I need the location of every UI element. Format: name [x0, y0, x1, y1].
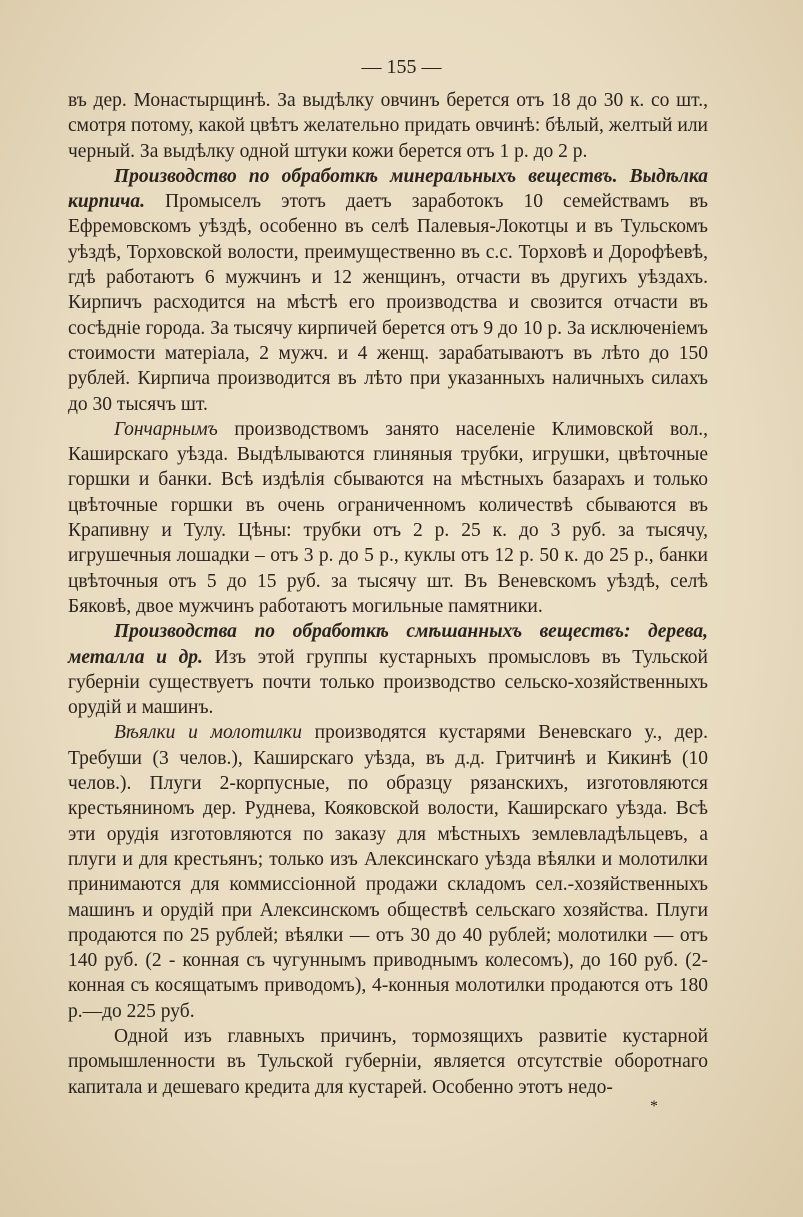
page-number: — 155 — — [361, 56, 442, 78]
paragraph-1 — [68, 88, 708, 164]
paragraph-4-text: Изъ этой группы кустарныхъ промысловъ въ Тульской губерніи существуетъ почти только производство сельско-хозяйственныхъ орудій и машинъ. — [68, 646, 708, 719]
paragraph-5-text: производятся кустарями Веневскаго у., дер. Требуши (3 челов.), Каширскаго уѣзда, въ д.д. Гритчинѣ и Кикинѣ (10 челов.). Плуги 2-корпусные, по образцу рязанскихъ, изготовляются крестьяниномъ дер. Руднева, Кояковской волости, Каширскаго уѣзда. Всѣ эти орудія изготовляются по заказу для мѣстныхъ землевладѣльцевъ, а плуги и для крестьянъ; только изъ Алексинскаго уѣзда вѣялки и молотилки принимаются для коммиссіонной продажи складомъ сел.-хозяйственныхъ машинъ и орудій при Алексинскомъ обществѣ сельскаго хозяйства. Плуги продаются по 25 рублей; вѣялки — отъ 30 до 40 рублей; молотилки — отъ 140 руб. (2 - конная съ чугуннымъ приводнымъ колесомъ), до 160 руб. (2-конная съ косящатымъ приводомъ), 4-конныя молотилки продаются отъ 180 р.—до 225 руб. — [68, 722, 709, 1022]
emphasis-pottery: Гончарнымъ — [114, 418, 218, 440]
paragraph-2-text: Промыселъ этотъ даетъ заработокъ 10 семействамъ въ Ефремовскомъ уѣздѣ, особенно въ селѣ Палевыя-Локотцы и въ Тульскомъ уѣздѣ, Торховской волости, преимущественно въ с.с. Торховѣ и Дорофѣевѣ, гдѣ работаютъ 6 мужчинъ и 12 женщинъ, отчасти въ другихъ уѣздахъ. Кирпичъ расходится на мѣстѣ его производства и свозится отчасти въ сосѣдніе города. За тысячу кирпичей берется отъ 9 до 10 р. За исключеніемъ стоимости матеріала, 2 мужч. и 4 женщ. зарабатываютъ въ лѣто до 150 рублей. Кирпича производится въ лѣто при указанныхъ наличныхъ силахъ до 30 тысячъ шт. — [68, 191, 708, 415]
paragraph-4 — [68, 619, 708, 720]
paragraph-2 — [68, 164, 708, 417]
paragraph-6-text: Одной изъ главныхъ причинъ, тормозящихъ развитіе кустарной промышленности въ Тульской губерніи, является отсутствіе оборотнаго капитала и дешеваго кредита для кустарей. Особенно этотъ недо- — [68, 1025, 708, 1098]
paragraph-6 — [68, 1024, 708, 1100]
section-heading-mixed: Производства по обработкѣ смѣшанныхъ веществъ: дерева, металла и др. — [68, 621, 708, 668]
paragraph-1-text: въ дер. Монастырщинѣ. За выдѣлку овчинъ берется отъ 18 до 30 к. со шт., смотря потому, какой цвѣтъ желательно придать овчинѣ: бѣлый, желтый или черный. За выдѣлку одной штуки кожи берется отъ 1 р. до 2 р. — [68, 90, 708, 162]
paragraph-3-text: производствомъ занято населеніе Климовской вол., Каширскаго уѣзда. Выдѣлываются глиняныя трубки, игрушки, цвѣточные горшки и банки. Всѣ издѣлія сбываются на мѣстныхъ базарахъ и только цвѣточные горшки въ очень ограниченномъ количествѣ сбываются въ Крапивну и Тулу. Цѣны: трубки отъ 2 р. 25 к. до 3 руб. за тысячу, игрушечныя лошадки – отъ 3 р. до 5 р., куклы отъ 12 р. 50 к. до 25 р., банки цвѣточныя отъ 5 до 15 руб. за тысячу шт. Въ Веневскомъ уѣздѣ, селѣ Бяковѣ, двое мужчинъ работаютъ могильные памятники. — [68, 418, 708, 617]
section-heading-minerals: Производство по обработкѣ минеральныхъ веществъ. Выдѣлка кирпича. — [68, 165, 708, 213]
emphasis-winnowers: Вѣялки и молотилки — [114, 722, 302, 744]
body-text — [68, 88, 708, 1100]
footnote-mark: * — [650, 1098, 658, 1115]
paragraph-5 — [68, 720, 708, 1024]
paragraph-3 — [68, 417, 708, 619]
